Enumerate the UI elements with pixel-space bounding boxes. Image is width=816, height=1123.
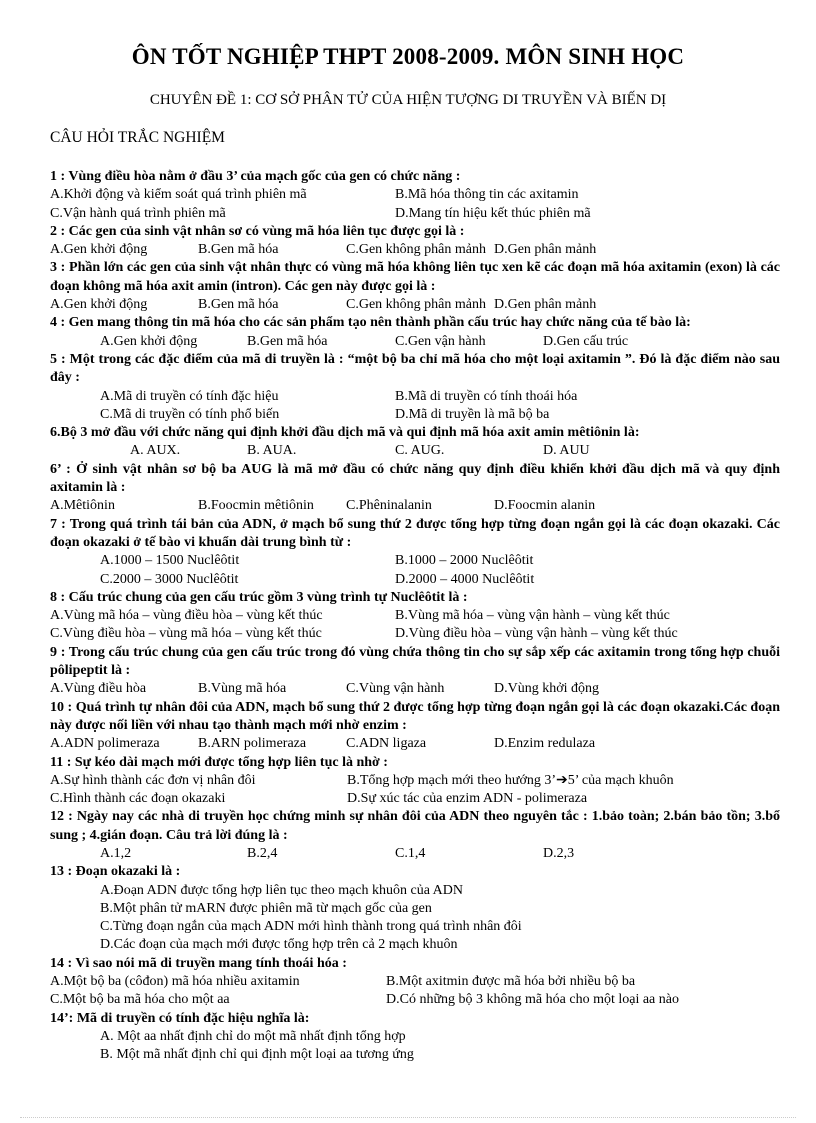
question-3: 3 : Phần lớn các gen của sinh vật nhân thực có vùng mã hóa không liên tục xen kẽ các đoạn mã hóa axitamin (exon) là các đoạn không mã hóa axit amin (intron). Các gen này được gọi là : <box>50 260 780 294</box>
answer-b: B.Mã hóa thông tin các axitamin <box>395 187 579 203</box>
answer-b: B.1000 – 2000 Nuclêôtit <box>395 553 534 569</box>
answer-d: D. AUU <box>543 443 590 459</box>
answer-b: B.Mã di truyền có tính thoái hóa <box>395 388 578 404</box>
answer-row <box>50 735 780 753</box>
answer-a: A.ADN polimeraza <box>50 736 160 752</box>
answer-a: A.Gen khởi động <box>50 297 148 313</box>
question-5: 5 : Một trong các đặc điểm của mã di truyền là : “một bộ ba chỉ mã hóa cho một loại axitamin ”. Đó là đặc điểm nào sau đây : <box>50 351 780 386</box>
answer-row <box>50 442 780 460</box>
answer-c: C.Hình thành các đoạn okazaki <box>50 791 226 807</box>
answer-row <box>50 991 780 1009</box>
answer-d: D.2000 – 4000 Nuclêôtit <box>395 571 535 587</box>
page-bottom-divider <box>20 1117 796 1118</box>
question-2: 2 : Các gen của sinh vật nhân sơ có vùng mã hóa liên tục được gọi là : <box>50 223 465 239</box>
page-title: ÔN TỐT NGHIỆP THPT 2008-2009. MÔN SINH HỌC <box>131 44 685 69</box>
answer-row <box>50 845 780 863</box>
answer-a: A.Khởi động và kiểm soát quá trình phiên mã <box>50 187 307 203</box>
answer-row <box>50 552 780 570</box>
answer-c: C.Gen không phân mảnh <box>346 297 486 313</box>
answer-d: D.Enzim redulaza <box>494 736 596 752</box>
answer-b: B.Một phân tử mARN được phiên mã từ mạch gốc của gen <box>100 900 432 916</box>
answer-a: A.Đoạn ADN được tổng hợp liên tục theo mạch khuôn của ADN <box>100 882 463 898</box>
answer-d: D.Mang tín hiệu kết thúc phiên mã <box>395 205 591 221</box>
answer-b: B.Foocmin mêtiônin <box>198 498 314 514</box>
section-heading: CÂU HỎI TRẮC NGHIỆM <box>50 129 225 146</box>
answer-row <box>50 296 780 314</box>
question-8: 8 : Cấu trúc chung của gen cấu trúc gồm 3 vùng trình tự Nuclêôtit là : <box>50 589 468 605</box>
question-7: 7 : Trong quá trình tái bản của ADN, ở mạch bổ sung thứ 2 được tổng hợp từng đoạn ngắn gọi là các đoạn okazaki. Các đoạn okazaki ở tế bào vi khuẩn dài trung bình từ : <box>50 516 780 550</box>
answer-c: C.1,4 <box>395 845 426 861</box>
answer-a: A. AUX. <box>130 443 181 459</box>
answer-row <box>50 790 780 808</box>
answer-row <box>50 186 780 204</box>
answer-b: B.Vùng mã hóa <box>198 681 287 697</box>
answer-row <box>50 571 780 589</box>
question-6: 6.Bộ 3 mở đầu với chức năng qui định khởi đầu dịch mã và qui định mã hóa axit amin mêtiônin là: <box>50 425 640 441</box>
question-13: 13 : Đoạn okazaki là : <box>50 864 181 880</box>
answer-c: C.ADN ligaza <box>346 736 427 752</box>
answer-b: B.Gen mã hóa <box>198 297 279 313</box>
answer-row <box>50 333 780 351</box>
answer-d: D.Sự xúc tác của enzim ADN - polimeraza <box>347 791 588 807</box>
answer-d: D.Có những bộ 3 không mã hóa cho một loại aa nào <box>386 992 679 1008</box>
answer-c: C.Từng đoạn ngắn của mạch ADN mới hình thành trong quá trình nhân đôi <box>100 919 522 935</box>
answer-c: C.Vùng điều hòa – vùng mã hóa – vùng kết thúc <box>50 626 322 642</box>
question-14: 14 : Vì sao nói mã di truyền mang tính thoái hóa : <box>50 955 347 971</box>
answer-row <box>50 625 780 643</box>
answer-row <box>50 607 780 625</box>
answer-row <box>50 406 780 424</box>
question-1: 1 : Vùng điều hòa nằm ở đầu 3’ của mạch gốc của gen có chức năng : <box>50 169 461 184</box>
answer-c: C.Một bộ ba mã hóa cho một aa <box>50 992 230 1008</box>
answer-b: B.Gen mã hóa <box>247 333 328 349</box>
answer-row <box>50 680 780 698</box>
question-12: 12 : Ngày nay các nhà di truyền học chứng minh sự nhân đôi của ADN theo nguyên tắc : 1.bảo toàn; 2.bán bảo tồn; 3.bổ sung ; 4.gián đoạn. Câu trả lời đúng là : <box>50 809 780 843</box>
answer-row <box>50 497 780 515</box>
answer-d: D.Các đoạn của mạch mới được tổng hợp trên cả 2 mạch khuôn <box>100 937 458 953</box>
answer-b: B.Vùng mã hóa – vùng vận hành – vùng kết thúc <box>395 608 670 624</box>
question-4: 4 : Gen mang thông tin mã hóa cho các sản phẩm tạo nên thành phần cấu trúc hay chức năng của tế bào là: <box>50 315 691 331</box>
answer-b: B.ARN polimeraza <box>198 736 307 752</box>
answer-row <box>50 205 780 223</box>
answer-b: B.2,4 <box>247 845 278 861</box>
answer-b: B. AUA. <box>247 443 297 459</box>
answer-c: C.Gen không phân mảnh <box>346 242 486 258</box>
answer-b: B.Gen mã hóa <box>198 242 279 258</box>
answer-d: D.Gen phân mảnh <box>494 297 597 313</box>
question-list <box>50 168 780 1065</box>
answer-c: C.Vận hành quá trình phiên mã <box>50 205 226 221</box>
page-subtitle: CHUYÊN ĐỀ 1: CƠ SỞ PHÂN TỬ CỦA HIỆN TƯỢNG DI TRUYỀN VÀ BIẾN DỊ <box>149 92 667 108</box>
answer-c: C.Vùng vận hành <box>346 681 445 697</box>
question-9: 9 : Trong cấu trúc chung của gen cấu trúc trong đó vùng chứa thông tin cho sự sắp xếp các axitamin trong tổng hợp chuỗi pôlipeptit là : <box>50 644 780 679</box>
answer-d: D.Foocmin alanin <box>494 498 596 514</box>
answer-a: A.Mêtiônin <box>50 498 115 514</box>
answer-row <box>50 388 780 406</box>
answer-c: C.Gen vận hành <box>395 333 486 349</box>
answer-c: C.2000 – 3000 Nuclêôtit <box>100 571 239 587</box>
answer-d: D.Mã di truyền là mã bộ ba <box>395 406 550 422</box>
answer-a: A.1000 – 1500 Nuclêôtit <box>100 553 240 569</box>
answer-d: D.Vùng điều hòa – vùng vận hành – vùng kết thúc <box>395 626 678 642</box>
answer-row <box>50 772 780 790</box>
question-11: 11 : Sự kéo dài mạch mới được tổng hợp liên tục là nhờ : <box>50 754 388 770</box>
answer-d: D.2,3 <box>543 845 575 861</box>
question-6-prime: 6’ : Ở sinh vật nhân sơ bộ ba AUG là mã mở đầu có chức năng quy định điều khiển khởi đầu dịch mã và quy định axitamin là : <box>50 461 780 496</box>
answer-a: A.Vùng điều hòa <box>50 681 147 697</box>
answer-d: D.Vùng khởi động <box>494 681 600 697</box>
answer-c: C.Mã di truyền có tính phổ biến <box>100 406 280 422</box>
answer-b: B.Một axitmin được mã hóa bởi nhiều bộ ba <box>386 974 636 990</box>
answer-a: A.1,2 <box>100 845 132 861</box>
answer-b: B.Tổng hợp mạch mới theo hướng 3’➔5’ của mạch khuôn <box>347 772 674 788</box>
answer-a: A.Mã di truyền có tính đặc hiệu <box>100 388 279 404</box>
answer-a: A.Sự hình thành các đơn vị nhân đôi <box>50 772 256 788</box>
answer-a: A.Gen khởi động <box>100 333 198 349</box>
question-14-prime: 14’: Mã di truyền có tính đặc hiệu nghĩa là: <box>50 1010 310 1026</box>
answer-d: D.Gen phân mảnh <box>494 242 597 258</box>
answer-a: A.Gen khởi động <box>50 242 148 258</box>
answer-c: C.Phêninalanin <box>346 498 432 514</box>
question-10: 10 : Quá trình tự nhân đôi của ADN, mạch bổ sung thứ 2 được tổng hợp từng đoạn ngắn gọi là các đoạn okazaki.Các đoạn này được nối liền với nhau tạo thành mạch mới nhờ enzim : <box>50 699 780 733</box>
answer-a: A.Vùng mã hóa – vùng điều hòa – vùng kết thúc <box>50 608 323 624</box>
answer-b: B. Một mã nhất định chỉ qui định một loại aa tương ứng <box>100 1047 414 1063</box>
answer-c: C. AUG. <box>395 443 445 459</box>
answer-row <box>50 973 780 991</box>
answer-row <box>50 241 780 259</box>
answer-a: A.Một bộ ba (côđon) mã hóa nhiều axitamin <box>50 974 300 990</box>
answer-d: D.Gen cấu trúc <box>543 333 629 349</box>
answer-a: A. Một aa nhất định chỉ do một mã nhất định tổng hợp <box>100 1028 406 1044</box>
